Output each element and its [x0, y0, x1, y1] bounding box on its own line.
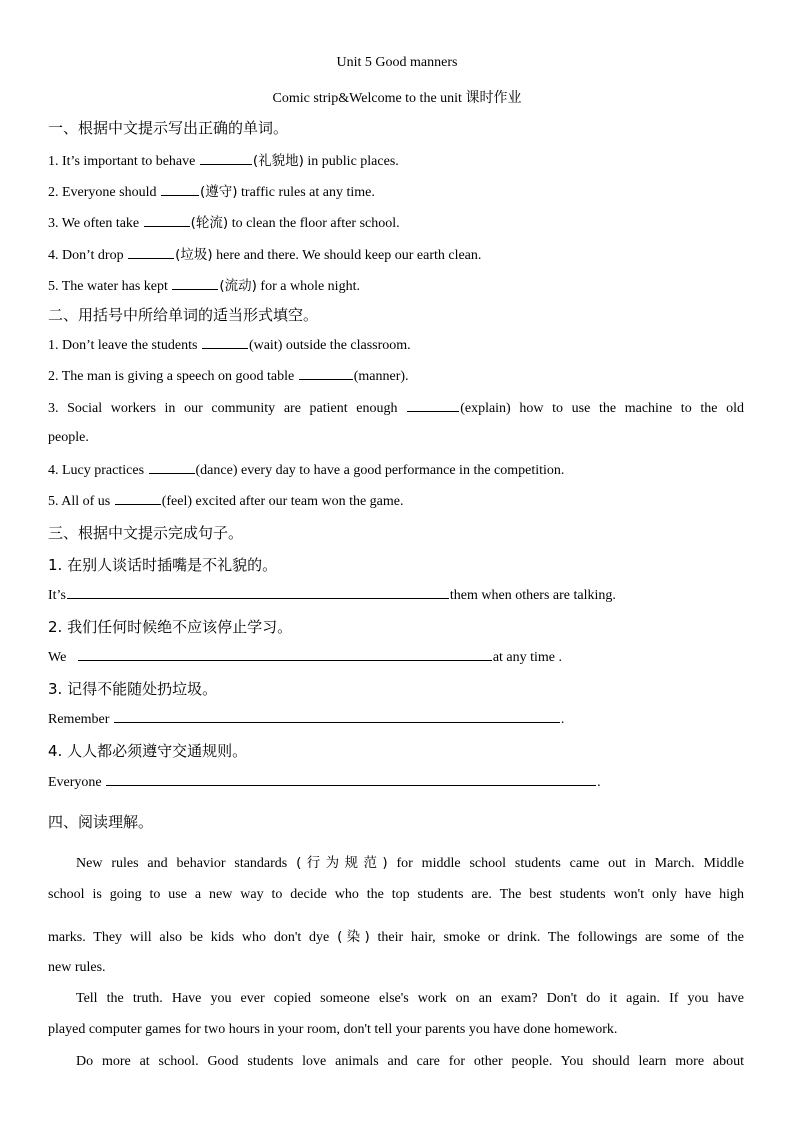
- answer-blank[interactable]: [172, 277, 218, 290]
- chinese-hint: (遵守): [199, 184, 238, 200]
- page-subtitle: Comic strip&Welcome to the unit 课时作业: [272, 91, 522, 106]
- section-4-heading: 四、阅读理解。: [48, 813, 154, 831]
- chinese-gloss: (染): [337, 929, 370, 945]
- sentence-tail: .: [597, 775, 601, 790]
- section-2-heading: 二、用括号中所给单词的适当形式填空。: [48, 306, 319, 324]
- item-text: for a whole night.: [256, 279, 360, 294]
- item-text: 3. Social workers in our community are patient enough: [48, 401, 398, 416]
- part2-item-5: [48, 492, 404, 510]
- part3-prompt-2: 2. 我们任何时候绝不应该停止学习。: [48, 618, 293, 636]
- part1-item-1: [48, 149, 399, 170]
- item-text: traffic rules at any time.: [237, 185, 375, 200]
- item-text: 4. Don’t drop: [48, 248, 124, 263]
- chinese-gloss: (行为规范): [296, 855, 388, 871]
- part3-answer-line-3: [48, 710, 564, 728]
- sentence-tail: .: [560, 712, 565, 727]
- reading-paragraph-3-line-1: Do more at school. Good students love animals and care for other people. You should learn more about: [76, 1054, 744, 1069]
- answer-blank[interactable]: [200, 152, 252, 165]
- part3-prompt-1: 1. 在别人谈话时插嘴是不礼貌的。: [48, 556, 278, 574]
- part2-item-1: [48, 336, 411, 354]
- reading-paragraph-1-line-2: school is going to use a new way to decide who the top students are. The best students won't only have high: [48, 887, 744, 902]
- sentence-lead: It’s: [48, 588, 66, 603]
- item-text: 2. The man is giving a speech on good table: [48, 369, 295, 384]
- item-text: 1. It’s important to behave: [48, 154, 196, 169]
- item-text: (feel) excited after our team won the game.: [161, 494, 404, 509]
- part2-item-3-continued: people.: [48, 430, 89, 445]
- answer-blank[interactable]: [78, 648, 492, 661]
- item-text: to clean the floor after school.: [228, 216, 400, 231]
- chinese-hint: (流动): [219, 278, 257, 294]
- answer-blank[interactable]: [202, 336, 248, 349]
- part3-answer-line-1: [48, 586, 616, 604]
- sentence-lead: We: [48, 650, 67, 665]
- part1-item-3: [48, 211, 400, 232]
- chinese-hint: (礼貌地): [252, 153, 304, 169]
- page-title: Unit 5 Good manners: [336, 55, 458, 70]
- answer-blank[interactable]: [149, 461, 195, 474]
- answer-blank[interactable]: [106, 773, 596, 786]
- part3-prompt-3: 3. 记得不能随处扔垃圾。: [48, 680, 218, 698]
- part2-item-2: [48, 367, 409, 385]
- chinese-hint: (垃圾): [175, 247, 213, 263]
- answer-blank[interactable]: [407, 399, 459, 412]
- item-text: 3. We often take: [48, 216, 140, 231]
- answer-blank[interactable]: [114, 710, 560, 723]
- chinese-hint: (轮流): [190, 215, 229, 231]
- reading-text: their hair, smoke or drink. The followings are some of the: [369, 930, 744, 945]
- answer-blank[interactable]: [144, 214, 190, 227]
- part3-prompt-4: 4. 人人都必须遵守交通规则。: [48, 742, 248, 760]
- answer-blank[interactable]: [115, 492, 161, 505]
- reading-text: New rules and behavior standards: [76, 856, 297, 871]
- sentence-lead: Everyone: [48, 775, 102, 790]
- item-text: (wait) outside the classroom.: [248, 338, 411, 353]
- sentence-lead: Remember: [48, 712, 110, 727]
- sentence-tail: them when others are talking.: [449, 588, 616, 603]
- item-text: 5. All of us: [48, 494, 111, 509]
- part1-item-5: [48, 274, 360, 295]
- part3-answer-line-4: [48, 773, 601, 791]
- part2-item-3: [48, 399, 744, 417]
- reading-paragraph-2-line-2: played computer games for two hours in your room, don't tell your parents you have done homework.: [48, 1022, 618, 1037]
- part3-answer-line-2: [48, 648, 562, 666]
- part2-item-4: [48, 461, 564, 479]
- item-text: 4. Lucy practices: [48, 463, 145, 478]
- item-text: here and there. We should keep our earth clean.: [212, 248, 482, 263]
- item-text: (explain) how to use the machine to the old: [460, 401, 744, 416]
- item-text: 5. The water has kept: [48, 279, 168, 294]
- item-text: in public places.: [303, 154, 399, 169]
- reading-paragraph-2-line-1: Tell the truth. Have you ever copied someone else's work on an exam? Don't do it again. If you have: [76, 991, 744, 1006]
- section-3-heading: 三、根据中文提示完成句子。: [48, 524, 244, 542]
- answer-blank[interactable]: [299, 367, 353, 380]
- reading-text: for middle school students came out in March. Middle: [387, 856, 744, 871]
- answer-blank[interactable]: [161, 183, 199, 196]
- item-text: (manner).: [353, 369, 409, 384]
- reading-paragraph-1-line-1: [48, 851, 744, 872]
- sentence-tail: at any time .: [492, 650, 563, 665]
- reading-text: marks. They will also be kids who don't dye: [48, 930, 338, 945]
- answer-blank[interactable]: [67, 586, 449, 599]
- reading-paragraph-1-line-4: new rules.: [48, 960, 106, 975]
- item-text: (dance) every day to have a good performance in the competition.: [195, 463, 565, 478]
- part1-item-2: [48, 180, 375, 201]
- item-text: 2. Everyone should: [48, 185, 157, 200]
- section-1-heading: 一、根据中文提示写出正确的单词。: [48, 119, 289, 137]
- part1-item-4: [48, 243, 481, 264]
- item-text: 1. Don’t leave the students: [48, 338, 198, 353]
- reading-paragraph-1-line-3: [48, 925, 744, 946]
- answer-blank[interactable]: [128, 246, 174, 259]
